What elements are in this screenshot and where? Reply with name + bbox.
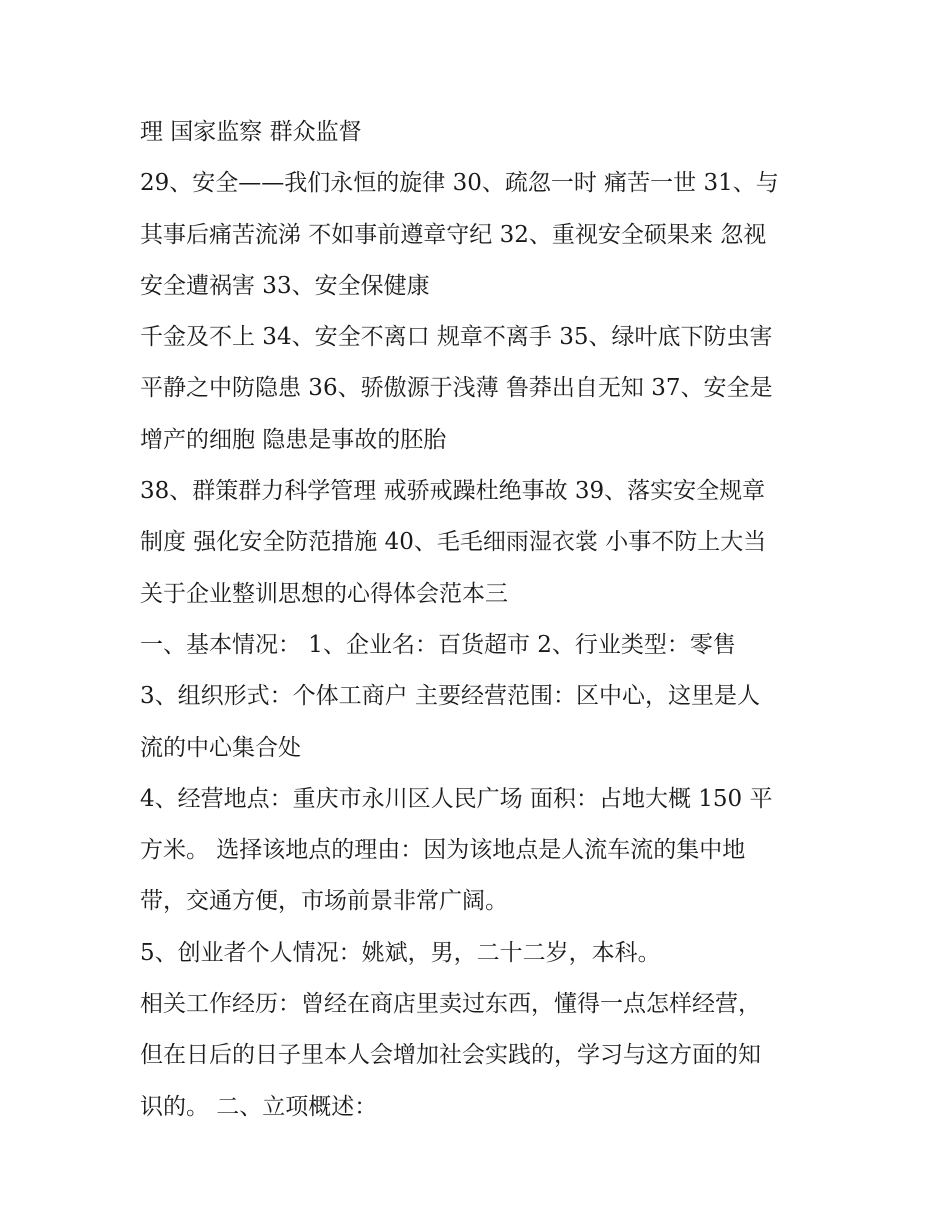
- text-line: 制度 强化安全防范措施 40、毛毛细雨湿衣裳 小事不防上大当: [140, 529, 767, 556]
- text-line: 其事后痛苦流涕 不如事前遵章守纪 32、重视安全硕果来 忽视: [140, 221, 767, 248]
- text-line: 4、经营地点：重庆市永川区人民广场 面积：占地大概 150 平: [140, 785, 773, 812]
- text-line: 相关工作经历：曾经在商店里卖过东西，懂得一点怎样经营，: [140, 991, 761, 1018]
- text-line: 理 国家监察 群众监督: [140, 119, 362, 145]
- section-heading: 关于企业整训思想的心得体会范本三: [140, 580, 508, 607]
- text-line: 38、群策群力科学管理 戒骄戒躁杜绝事故 39、落实安全规章: [140, 478, 766, 505]
- text-line: 29、安全——我们永恒的旋律 30、疏忽一时 痛苦一世 31、与: [140, 170, 779, 197]
- text-line: 一、基本情况： 1、企业名：百货超市 2、行业类型：零售: [140, 631, 736, 658]
- text-line: 3、组织形式：个体工商户 主要经营范围：区中心，这里是人: [140, 683, 760, 710]
- text-line: 5、创业者个人情况：姚斌，男，二十二岁，本科。: [140, 939, 661, 966]
- text-line: 带，交通方便，市场前景非常广阔。: [140, 888, 508, 915]
- text-line: 流的中心集合处: [140, 734, 301, 761]
- text-line: 识的。 二、立项概述：: [140, 1093, 378, 1120]
- text-line: 增产的细胞 隐患是事故的胚胎: [140, 426, 447, 453]
- text-line: 方米。 选择该地点的理由：因为该地点是人流车流的集中地: [140, 837, 746, 864]
- text-line: 千金及不上 34、安全不离口 规章不离手 35、绿叶底下防虫害: [140, 324, 773, 351]
- text-line: 安全遭祸害 33、安全保健康: [140, 272, 430, 299]
- text-line: 但在日后的日子里本人会增加社会实践的，学习与这方面的知: [140, 1042, 761, 1069]
- text-line: 平静之中防隐患 36、骄傲源于浅薄 鲁莽出自无知 37、安全是: [140, 375, 773, 402]
- document-body: [140, 107, 830, 1133]
